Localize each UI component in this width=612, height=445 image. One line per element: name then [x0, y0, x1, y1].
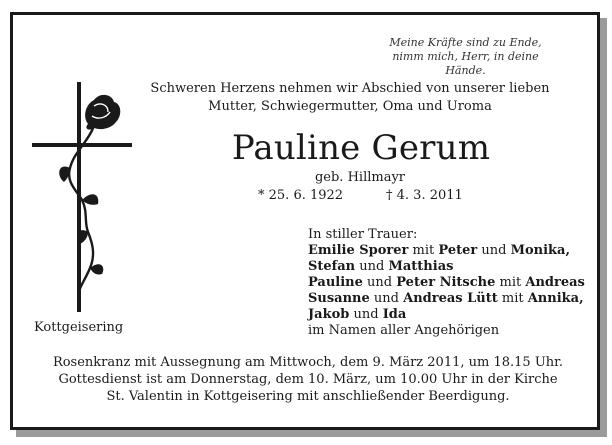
mourner-name: Ida	[382, 307, 407, 322]
mourner-name: Peter	[438, 243, 478, 258]
service-info	[30, 354, 586, 405]
service-line: Rosenkranz mit Aussegnung am Mittwoch, dem 9. März 2011, um 18.15 Uhr.	[52, 355, 564, 370]
mourner-name: Annika,	[527, 291, 584, 306]
mourner-connector: und	[355, 259, 389, 274]
motto-line: nimm mich, Herr, in deine Hände.	[392, 50, 539, 77]
mourner-connector: und	[369, 291, 404, 306]
deceased-name: Pauline Gerum	[231, 128, 491, 168]
mourner-connector: und	[362, 275, 397, 290]
mourner-line	[308, 259, 598, 275]
mourner-connector: mit	[495, 275, 526, 290]
frame-shadow-right	[600, 18, 607, 436]
mourners-list	[308, 243, 598, 339]
mourner-name: Emilie Sporer	[308, 243, 409, 258]
place-name: Kottgeisering	[34, 320, 124, 335]
mourners-heading: In stiller Trauer:	[308, 227, 418, 242]
cross-with-rose-icon	[30, 82, 140, 314]
mourner-name: Peter Nitsche	[396, 275, 496, 290]
mourner-name: Monika,	[510, 243, 570, 258]
rose-leaf	[77, 230, 88, 244]
intro-line: Mutter, Schwiegermutter, Oma und Uroma	[208, 99, 492, 114]
mourner-line	[308, 323, 598, 339]
mourner-name: Susanne	[308, 291, 370, 306]
motto-verse	[373, 36, 558, 78]
mourner-connector: und	[477, 243, 511, 258]
mourner-connector: und	[349, 307, 383, 322]
mourner-name: Stefan	[308, 259, 356, 274]
rose-bloom	[85, 95, 120, 129]
motto-line: Meine Kräfte sind zu Ende,	[389, 36, 542, 49]
rose-leaf	[59, 167, 70, 182]
mourner-name: Andreas	[525, 275, 585, 290]
mourner-name: Matthias	[388, 259, 454, 274]
death-date: † 4. 3. 2011	[386, 188, 463, 203]
mourner-line	[308, 307, 598, 323]
mourner-connector: mit	[408, 243, 439, 258]
birth-name: geb. Hillmayr	[314, 170, 406, 185]
mourner-line	[308, 291, 598, 307]
mourner-name: Pauline	[308, 275, 363, 290]
frame-shadow-bottom	[16, 430, 607, 437]
mourner-line	[308, 243, 598, 259]
mourner-name: Jakob	[308, 307, 350, 322]
service-line: Gottesdienst ist am Donnerstag, dem 10. März, um 10.00 Uhr in der Kirche	[58, 372, 558, 387]
mourner-line	[308, 275, 598, 291]
intro-text	[150, 80, 550, 116]
rose-stem	[69, 126, 94, 294]
mourner-connector: mit	[497, 291, 528, 306]
mourner-name: Andreas Lütt	[403, 291, 498, 306]
intro-line: Schweren Herzens nehmen wir Abschied von unserer lieben	[150, 81, 550, 96]
service-line: St. Valentin in Kottgeisering mit anschließender Beerdigung.	[106, 389, 510, 404]
birth-date: * 25. 6. 1922	[258, 188, 344, 203]
mourner-connector: im Namen aller Angehörigen	[308, 323, 500, 338]
mourners-block	[308, 227, 598, 339]
